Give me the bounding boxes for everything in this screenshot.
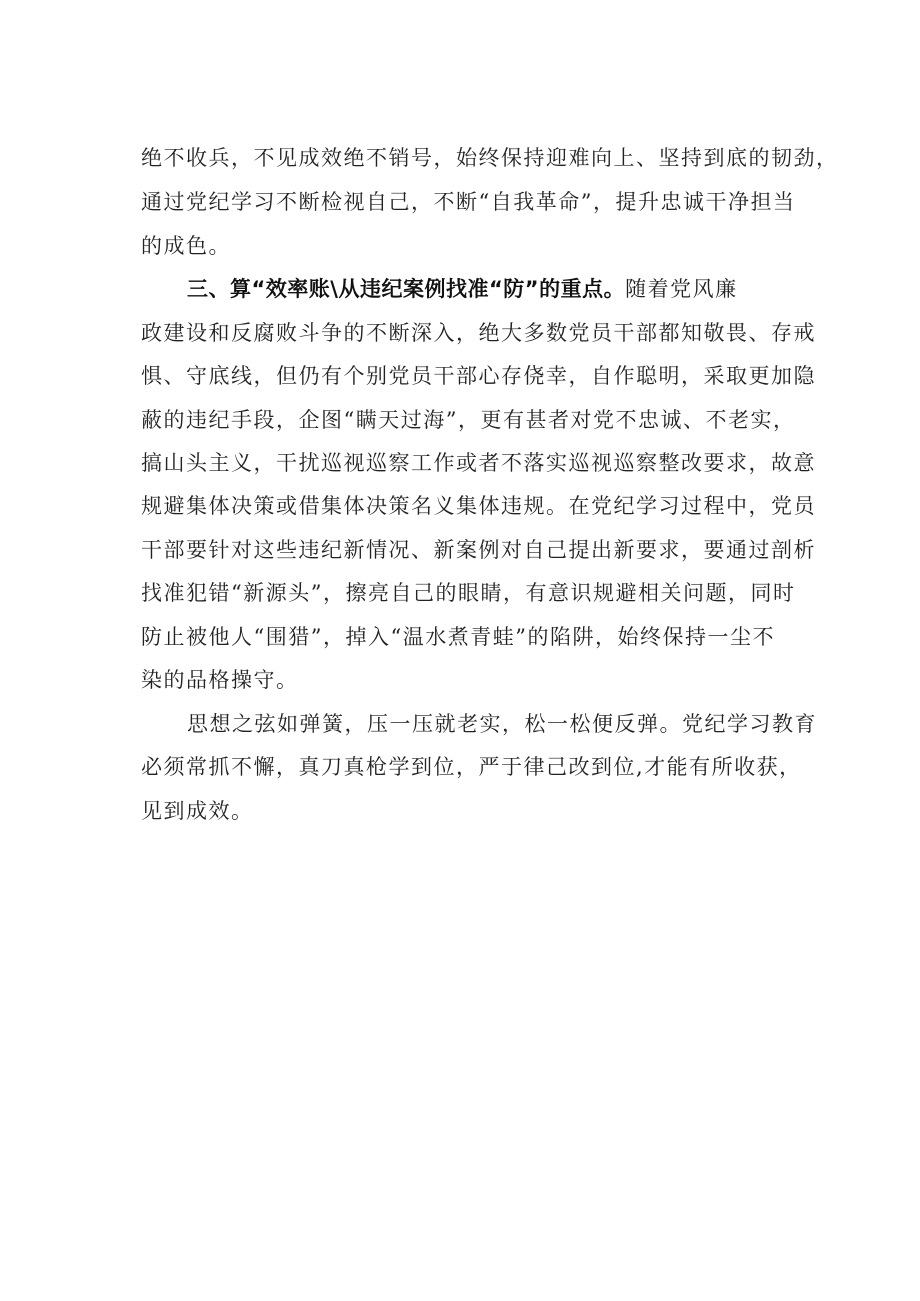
text-line: 绝不收兵，不见成效绝不销号，始终保持迎难向上、坚持到底的韧劲， — [141, 146, 839, 170]
text-line: 思想之弦如弹簧，压一压就老实，松一松便反弹。党纪学习教育 — [187, 712, 817, 736]
text-line: 惧、守底线，但仍有个别党员干部心存侥幸，自作聪明，采取更加隐 — [141, 364, 816, 388]
text-line: 规避集体决策或借集体决策名义集体违规。在党纪学习过程中，党员 — [141, 494, 816, 518]
section-heading-line — [187, 276, 867, 302]
text-line: 的成色。 — [141, 234, 231, 258]
text-line: 必须常抓不懈，真刀真枪学到位，严于律己改到位,才能有所收获， — [141, 755, 802, 779]
text-line: 通过党纪学习不断检视自己，不断“自我革命”，提升忠诚干净担当 — [141, 190, 796, 214]
section-first-line-text: 随着党风廉 — [625, 277, 738, 301]
text-line: 政建设和反腐败斗争的不断深入，绝大多数党员干部都知敬畏、存戒 — [141, 321, 816, 345]
text-line: 蔽的违纪手段，企图“瞒天过海”，更有甚者对党不忠诚、不老实， — [141, 408, 796, 432]
text-line: 防止被他人“围猎”，掉入“温水煮青蛙”的陷阱，始终保持一尘不 — [141, 625, 775, 649]
text-line: 见到成效。 — [141, 799, 254, 823]
text-line: 找准犯错“新源头”，擦亮自己的眼睛，有意识规避相关问题，同时 — [141, 581, 796, 605]
section-heading: 三、算“效率账\从违纪案例找准“防”的重点。 — [187, 277, 626, 301]
text-line: 干部要针对这些违纪新情况、新案例对自己提出新要求，要通过剖析 — [141, 538, 816, 562]
text-line: 搞山头主义，干扰巡视巡察工作或者不落实巡视巡察整改要求，故意 — [141, 451, 816, 475]
text-line: 染的品格操守。 — [141, 668, 299, 692]
